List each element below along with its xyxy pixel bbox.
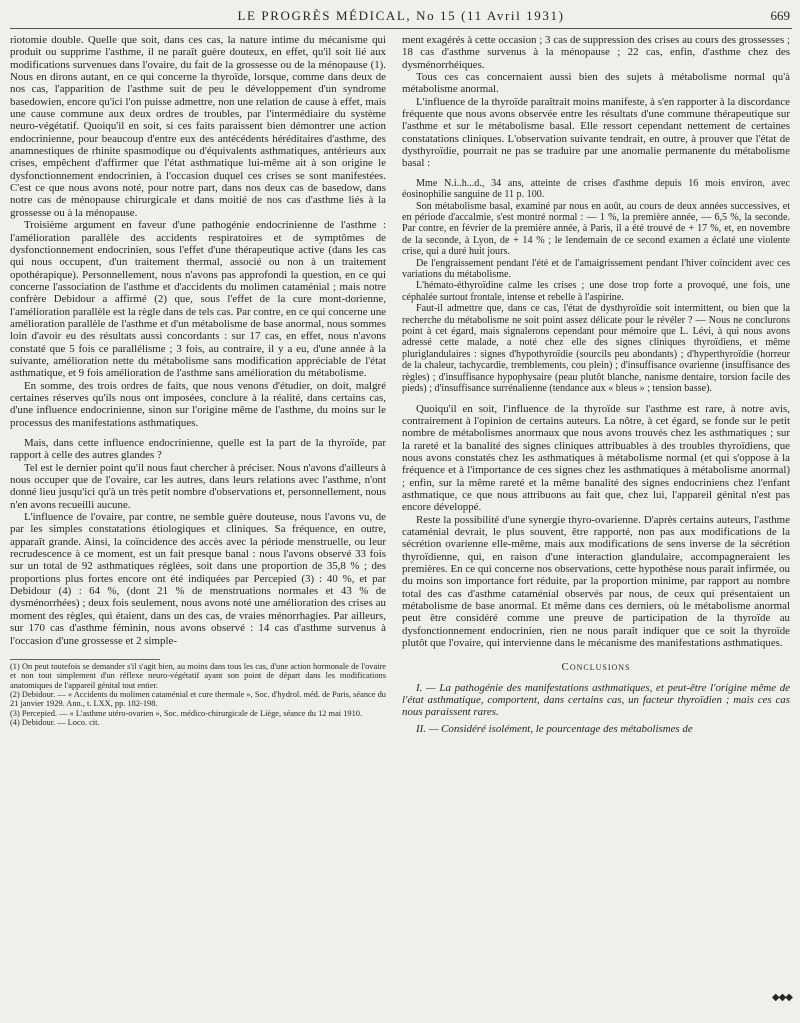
case-report-paragraph: Faut-il admettre que, dans ce cas, l'état de dysthyroïdie soit intermittent, ou bien que la recherche du métabolisme ne soit point assez délicate pour le révéler ? — Nous ne conclurons point à cet égard, mais signalerons cependant pour mémoire que L. Lévi, à qui nous avons adressé cette malade, a noté chez elle des signes cliniques thyroïdiens, et même pluriglandulaires : signes d'hypothyroïdie (sourcils peu abondants) ; d'hyperthyroïdie (horreur de la chaleur, tachycardie, tremblements, cou plein) ; d'insuffisance ovarienne (insuffisance des règles) ; d'insuffisance hypophysaire (peau plutôt blanche, nanisme dentaire, torsion facile des pieds) ; d'insuffisance surrénalienne (tendance aux « bleus » ; tension basse). <box>402 303 790 395</box>
case-report-paragraph: Son métabolisme basal, examiné par nous en août, au cours de deux années successives, et en période d'accalmie, s'est montré normal : — 1 %, la première année, — 6,5 %, la seconde. Par contre, en février de la première année, à Paris, il a été trouvé de + 17 %, et, en novembre de la seconde, à Lyon, de + 14 % ; le lendemain de ce second examen a éclaté une violente crise, qui a duré huit jours. <box>402 200 790 258</box>
conclusion-item: II. — Considéré isolément, le pourcentage des métabolismes de <box>416 722 693 735</box>
footnote: (2) Debidour. — « Accidents du molimen cataménial et cure thermale », Soc. d'hydrol. méd. de Paris, séance du 21 janvier 1929. Ann., t. LXX, pp. 182-198. <box>10 690 386 709</box>
paragraph: Troisième argument en faveur d'une pathogénie endocrinienne de l'asthme : l'amélioration parallèle des accidents respiratoires et de symptômes de dysfonctionnement endocrinien, sous l'effet d'une thérapeutique active (dans les cas qui nous occupent, d'un traitement thermal, associé ou non à un traitement opothérapique). Personnellement, nous n'avons pas approfondi la question, en ce qui concerne l'association de l'asthme et d'accidents du molimen cataménial ; mais notre confrère Debidour a affirmé (2) que, sous l'effet de la cure mont-dorienne, l'amélioration parallèle est la règle dans de tels cas. Par contre, en ce qui concerne une amélioration parallèle de l'asthme et d'un métabolisme de base anormal, nous sommes loin d'avoir eu des résultats aussi concordants : sur 17 cas, en effet, nous n'avons constaté que 5 fois ce parallélisme ; 3 fois, au contraire, il y a eu, d'une année à la suivante, amélioration nette du métabolisme sans modification appréciable de l'état asthmatique, et 9 fois amélioration de l'asthme sans amélioration du métabolisme. <box>10 219 386 380</box>
journal-title: LE PROGRÈS MÉDICAL, No 15 (11 Avril 1931) <box>237 8 565 23</box>
section-heading-conclusions: Conclusions <box>561 661 631 674</box>
paragraph: Quoiqu'il en soit, l'influence de la thyroïde sur l'asthme est rare, à notre avis, contrairement à l'opinion de certains auteurs. La nôtre, à cet égard, se fonde sur le petit nombre de métabolismes anormaux que nous avons trouvés chez les asthmatiques ; sur la rareté et la banalité des signes cliniques attribuables à des troubles thyroïdiens, que nous avons constatés chez les asthmatiques à métabolisme normal (et qui s'oppose à la fréquence et à l'importance de ces signes chez les asthmatiques à métabolisme anormal) ; enfin, sur la même rareté et la même banalité des signes endocriniens chez l'enfant asthmatique, ce que nous attribuons au fait que, chez lui, l'appareil génital n'est pas encore développé. <box>402 402 790 514</box>
paragraph: L'influence de la thyroïde paraîtrait moins manifeste, à s'en rapporter à la discordance fréquente que nous avons observée entre les résultats d'une commune thérapeutique sur l'asthme et sur le métabolisme basal. Elle ressort cependant nettement de certaines constatations cliniques. L'observation suivante tendrait, en outre, à prouver que l'état de dysthyroïdie, pourrait ne pas se traduire par une anomalie permanente du métabolisme basal : <box>402 95 790 170</box>
paragraph: En somme, des trois ordres de faits, que nous venons d'étudier, on doit, malgré certaines réserves qu'ils nous ont imposées, conclure à la réalité, dans certains cas, d'une influence endocrinienne, sinon sur l'origine même de l'asthme, du moins sur le processus des manifestations asthmatiques. <box>10 379 386 429</box>
footnote: (1) On peut toutefois se demander s'il s'agit bien, au moins dans tous les cas, d'une action hormonale de l'ovaire et non tout simplement d'un réflexe neuro-végétatif ayant son point de départ dans les modifications anatomiques de l'appareil génital tout entier. <box>10 661 386 690</box>
paragraph: Reste la possibilité d'une synergie thyro-ovarienne. D'après certains auteurs, l'asthme cataménial devrait, le plus souvent, être rapporté, non pas aux modifications de la sécrétion ovarienne elle-même, mais aux modifications de sens inverse de la sécrétion thyroïdienne, qui, en raison d'une interaction glandulaire, accompagneraient les premières. En ce qui concerne nos observations, cette hypothèse nous paraît infirmée, ou du moins son importance fort réduite, par la proportion minime, par rapport au nombre total des cas d'asthme cataménial observés par nous, de ceux qui présentaient un métabolisme de base anormal. Et même dans ces derniers, où le métabolisme anormal peut être considéré comme une preuve de participation de la thyroïde au dysfonctionnement endocrinien, rien ne nous paraît indiquer que ce soit la thyroïde plutôt que l'ovaire, qui intervienne dans le mécanisme des manifestations asthmatiques. <box>402 513 790 650</box>
continuation-ornament: ◆◆◆ <box>771 992 792 1003</box>
page-number: 669 <box>770 8 790 23</box>
paragraph: Mais, dans cette influence endocrinienne, quelle est la part de la thyroïde, par rapport à celle des autres glandes ? <box>10 437 386 462</box>
case-report-paragraph: Mme N.i..h...d., 34 ans, atteinte de crises d'asthme depuis 16 mois environ, avec éosinophilie sanguine de 11 p. 100. <box>402 177 790 201</box>
right-column <box>402 34 790 1023</box>
running-header <box>10 6 792 29</box>
paragraph: Tous ces cas concernaient aussi bien des sujets à métabolisme normal qu'à métabolisme anormal. <box>402 71 790 96</box>
case-report-paragraph: L'hémato-éthyroïdine calme les crises ; une dose trop forte a provoqué, une fois, une céphalée surtout frontale, intense et rebelle à l'aspirine. <box>402 280 790 303</box>
paragraph: ment exagérés à cette occasion ; 3 cas de suppression des crises au cours des grossesses ; 18 cas d'asthme survenus à la ménopause ; 22 cas, enfin, d'asthme chez des dysménorrhéiques. <box>402 34 790 71</box>
paragraph: Tel est le dernier point qu'il nous faut chercher à préciser. Nous n'avons d'ailleurs à nous occuper que de l'ovaire, car les autres, dans leurs relations avec l'asthme, n'ont donné lieu jusqu'ici qu'à un très petit nombre d'observations et, personnellement, nous n'en avons recueilli aucune. <box>10 461 386 511</box>
case-report-paragraph: De l'engraissement pendant l'été et de l'amaigrissement pendant l'hiver coïncident avec ces variations du métabolisme. <box>402 257 790 281</box>
paragraph: riotomie double. Quelle que soit, dans ces cas, la nature intime du mécanisme qui produit ou supprime l'asthme, il ne paraît guère douteux, en effet, qu'il soit lié aux modifications survenues dans l'ovaire, du fait de la grossesse ou de la ménopause (1). Nous en dirons autant, en ce qui concerne la thyroïde, lorsque, comme dans deux de nos cas, l'apparition de l'asthme suit de peu le développement d'un syndrome basedowien, encore qu'ici l'on puisse admettre, non une relation de cause à effet, mais une cause commune aux deux ordres de troubles, par l'intermédiaire du système neuro-végétatif. Quoiqu'il en soit, si ces faits paraissent bien démontrer une action endocrinienne, pour beaucoup d'entre eux des antécédents héréditaires d'asthme, des anamnestiques de rhinite spasmodique ou d'équivalents asthmatiques, antérieurs aux crises, empêchent d'affirmer que l'état asthmatique lui-même ait à son origine le dysfonctionnement endocrinien, à l'occasion duquel ces crises se sont manifestées. C'est ce que nous avons noté, pour notre part, dans nos deux cas de basedow, dans notre cas de ménopause chirurgicale et dans moitié de nos cas d'asthme liés à la grossesse ou à la ménopause. <box>10 34 386 219</box>
footnote: (4) Debidour. — Loco. cit. <box>10 718 100 728</box>
footnote: (3) Percepied. — « L'asthme utéro-ovarien », Soc. médico-chirurgicale de Liège, séance du 12 mai 1910. <box>10 708 363 718</box>
left-column <box>10 34 386 1023</box>
paragraph: L'influence de l'ovaire, par contre, ne semble guère douteuse, nous l'avons vu, de par les simples constatations étiologiques et cliniques. Sa fréquence, en outre, apparaît grande. Ainsi, la coïncidence des accès avec la période menstruelle, ou leur recrudescence à ce moment, est un fait presque banal : nous l'avons observé 33 fois sur un total de 92 asthmatiques réglées, soit dans une proportion de 35,8 % ; des proportions plus fortes encore ont été indiquées par Percepied (3) : 40 %, et par Debidour (4) : 64 %, (dont 21 % de menstruations normales et 43 % de dysménorrhées) ; deux fois seulement, nous avons noté une amélioration des crises au moment des règles, qui étaient, dans un des cas, de vraies ménorrhagies. Par ailleurs, sur 170 cas d'asthme féminin, nous avons observé : 14 cas d'asthme survenus à l'occasion d'une grossesse et 2 simple- <box>10 511 386 647</box>
conclusion-item: I. — La pathogénie des manifestations asthmatiques, et peut-être l'origine même de l'état asthmatique, comportent, dans certains cas, un facteur thyroïdien ; mais ces cas nous paraissent rares. <box>402 681 790 719</box>
